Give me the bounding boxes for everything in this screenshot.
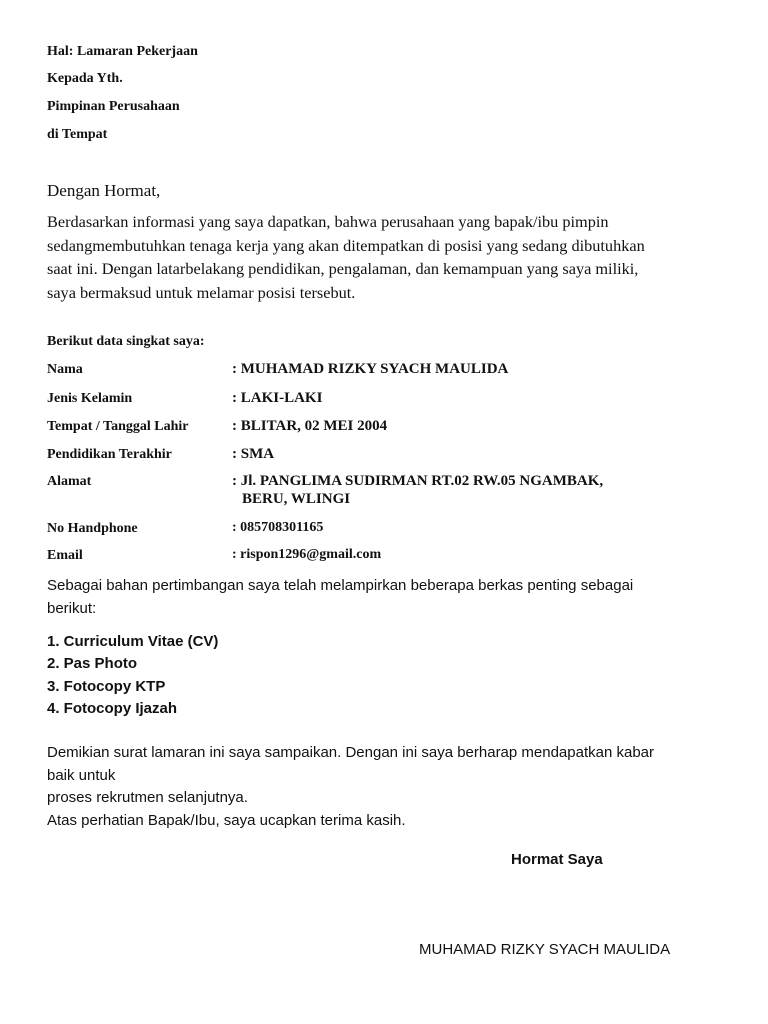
recipient-line-1: Kepada Yth. (47, 71, 123, 86)
recipient-line-2: Pimpinan Perusahaan (47, 99, 180, 114)
intro-line: saya bermaksud untuk melamar posisi tersebut. (47, 282, 356, 302)
attachments-intro (47, 575, 737, 620)
data-label-phone: No Handphone (47, 521, 138, 536)
signer-name: MUHAMAD RIZKY SYACH MAULIDA (419, 941, 671, 958)
attachment-item: 2. Pas Photo (47, 655, 138, 673)
data-value-education: : SMA (232, 446, 275, 462)
closing-line: Demikian surat lamaran ini saya sampaikan. Dengan ini saya berharap mendapatkan kabar (47, 744, 655, 761)
letter-subject: Hal: Lamaran Pekerjaan (47, 44, 198, 59)
attachment-item: 4. Fotocopy Ijazah (47, 699, 178, 717)
address-line-2: BERU, WLINGI (242, 491, 351, 507)
recipient-line-3: di Tempat (47, 127, 108, 142)
address-line-1: : Jl. PANGLIMA SUDIRMAN RT.02 RW.05 NGAMBAK, (232, 473, 604, 489)
personal-data-heading: Berikut data singkat saya: (47, 334, 205, 349)
closing-line: proses rekrutmen selanjutnya. (47, 789, 248, 806)
data-value-email: : rispon1296@gmail.com (232, 547, 382, 562)
letter-greeting: Dengan Hormat, (47, 181, 161, 200)
attachment-item: 1. Curriculum Vitae (CV) (47, 633, 219, 650)
data-label-name: Nama (47, 362, 83, 377)
attachments-list (47, 631, 218, 720)
closing-line: baik untuk (47, 766, 116, 784)
intro-line: Berdasarkan informasi yang saya dapatkan, bahwa perusahaan yang bapak/ibu pimpin (47, 212, 609, 231)
attachments-intro-line: Sebagai bahan pertimbangan saya telah melampirkan beberapa berkas penting sebagai (47, 577, 634, 594)
intro-line: sedangmembutuhkan tenaga kerja yang akan ditempatkan di posisi yang sedang dibutuhkan (47, 235, 645, 255)
data-value-name: : MUHAMAD RIZKY SYACH MAULIDA (232, 361, 509, 377)
data-value-gender: : LAKI-LAKI (232, 390, 323, 406)
data-value-address (232, 473, 603, 508)
data-label-gender: Jenis Kelamin (47, 391, 133, 406)
data-label-education: Pendidikan Terakhir (47, 447, 172, 462)
data-value-phone: : 085708301165 (232, 520, 324, 535)
data-label-birth: Tempat / Tanggal Lahir (47, 419, 189, 434)
attachments-intro-line: berikut: (47, 599, 97, 617)
sign-off: Hormat Saya (511, 851, 603, 868)
closing-paragraph (47, 742, 737, 832)
intro-paragraph (47, 210, 727, 304)
data-label-address: Alamat (47, 474, 92, 489)
attachment-item: 3. Fotocopy KTP (47, 677, 166, 695)
intro-line: saat ini. Dengan latarbelakang pendidikan, pengalaman, dan kemampuan yang saya miliki, (47, 259, 639, 278)
data-value-birth: : BLITAR, 02 MEI 2004 (232, 418, 388, 434)
data-label-email: Email (47, 548, 83, 563)
closing-line: Atas perhatian Bapak/Ibu, saya ucapkan terima kasih. (47, 811, 406, 829)
